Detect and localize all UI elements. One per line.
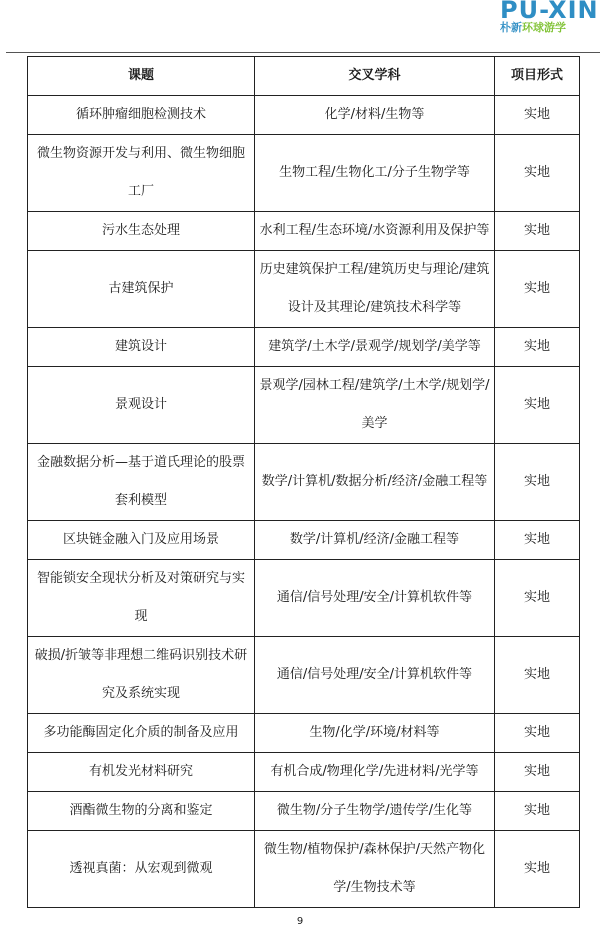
cell-format: 实地 bbox=[495, 792, 580, 831]
table-row bbox=[28, 444, 580, 521]
cell-format: 实地 bbox=[495, 135, 580, 212]
header-discipline: 交叉学科 bbox=[255, 57, 495, 96]
table-row bbox=[28, 521, 580, 560]
cell-format: 实地 bbox=[495, 753, 580, 792]
cell-format: 实地 bbox=[495, 714, 580, 753]
table-row bbox=[28, 831, 580, 908]
table-row bbox=[28, 212, 580, 251]
topics-table bbox=[27, 56, 580, 908]
cell-topic: 污水生态处理 bbox=[28, 212, 255, 251]
cell-discipline: 历史建筑保护工程/建筑历史与理论/建筑设计及其理论/建筑技术科学等 bbox=[255, 251, 495, 328]
brand-logo bbox=[500, 0, 600, 38]
table-row bbox=[28, 135, 580, 212]
cell-discipline: 通信/信号处理/安全/计算机软件等 bbox=[255, 637, 495, 714]
cell-topic: 景观设计 bbox=[28, 367, 255, 444]
cell-discipline: 有机合成/物理化学/先进材料/光学等 bbox=[255, 753, 495, 792]
cell-topic: 区块链金融入门及应用场景 bbox=[28, 521, 255, 560]
table-row bbox=[28, 714, 580, 753]
page-number: 9 bbox=[296, 916, 304, 927]
logo-wordmark: PU-XIN bbox=[500, 0, 599, 24]
cell-topic: 微生物资源开发与利用、微生物细胞工厂 bbox=[28, 135, 255, 212]
cell-topic: 透视真菌：从宏观到微观 bbox=[28, 831, 255, 908]
cell-format: 实地 bbox=[495, 96, 580, 135]
table-row bbox=[28, 251, 580, 328]
cell-format: 实地 bbox=[495, 560, 580, 637]
cell-topic: 循环肿瘤细胞检测技术 bbox=[28, 96, 255, 135]
cell-format: 实地 bbox=[495, 444, 580, 521]
table-row bbox=[28, 792, 580, 831]
cell-discipline: 化学/材料/生物等 bbox=[255, 96, 495, 135]
cell-discipline: 建筑学/土木学/景观学/规划学/美学等 bbox=[255, 328, 495, 367]
header-format: 项目形式 bbox=[495, 57, 580, 96]
cell-discipline: 通信/信号处理/安全/计算机软件等 bbox=[255, 560, 495, 637]
cell-discipline: 微生物/分子生物学/遗传学/生化等 bbox=[255, 792, 495, 831]
cell-format: 实地 bbox=[495, 251, 580, 328]
cell-topic: 建筑设计 bbox=[28, 328, 255, 367]
cell-topic: 金融数据分析—基于道氏理论的股票套利模型 bbox=[28, 444, 255, 521]
cell-discipline: 生物工程/生物化工/分子生物学等 bbox=[255, 135, 495, 212]
cell-format: 实地 bbox=[495, 212, 580, 251]
cell-format: 实地 bbox=[495, 521, 580, 560]
cell-discipline: 水利工程/生态环境/水资源利用及保护等 bbox=[255, 212, 495, 251]
cell-topic: 多功能酶固定化介质的制备及应用 bbox=[28, 714, 255, 753]
logo-subtitle-prefix: 朴新 bbox=[500, 21, 522, 34]
header-topic: 课题 bbox=[28, 57, 255, 96]
cell-format: 实地 bbox=[495, 328, 580, 367]
logo-subtitle bbox=[500, 19, 566, 35]
cell-topic: 古建筑保护 bbox=[28, 251, 255, 328]
table-row bbox=[28, 637, 580, 714]
table-header-row bbox=[28, 57, 580, 96]
cell-format: 实地 bbox=[495, 637, 580, 714]
cell-discipline: 微生物/植物保护/森林保护/天然产物化学/生物技术等 bbox=[255, 831, 495, 908]
table-row bbox=[28, 367, 580, 444]
cell-topic: 有机发光材料研究 bbox=[28, 753, 255, 792]
cell-discipline: 生物/化学/环境/材料等 bbox=[255, 714, 495, 753]
cell-format: 实地 bbox=[495, 367, 580, 444]
table-row bbox=[28, 96, 580, 135]
header-divider bbox=[6, 52, 600, 53]
cell-discipline: 数学/计算机/经济/金融工程等 bbox=[255, 521, 495, 560]
table-row bbox=[28, 753, 580, 792]
cell-discipline: 景观学/园林工程/建筑学/土木学/规划学/美学 bbox=[255, 367, 495, 444]
cell-topic: 酒酯微生物的分离和鉴定 bbox=[28, 792, 255, 831]
cell-topic: 智能锁安全现状分析及对策研究与实现 bbox=[28, 560, 255, 637]
table-row bbox=[28, 560, 580, 637]
cell-topic: 破损/折皱等非理想二维码识别技术研究及系统实现 bbox=[28, 637, 255, 714]
table-row bbox=[28, 328, 580, 367]
cell-discipline: 数学/计算机/数据分析/经济/金融工程等 bbox=[255, 444, 495, 521]
cell-format: 实地 bbox=[495, 831, 580, 908]
logo-subtitle-accent: 环球游学 bbox=[522, 21, 566, 34]
